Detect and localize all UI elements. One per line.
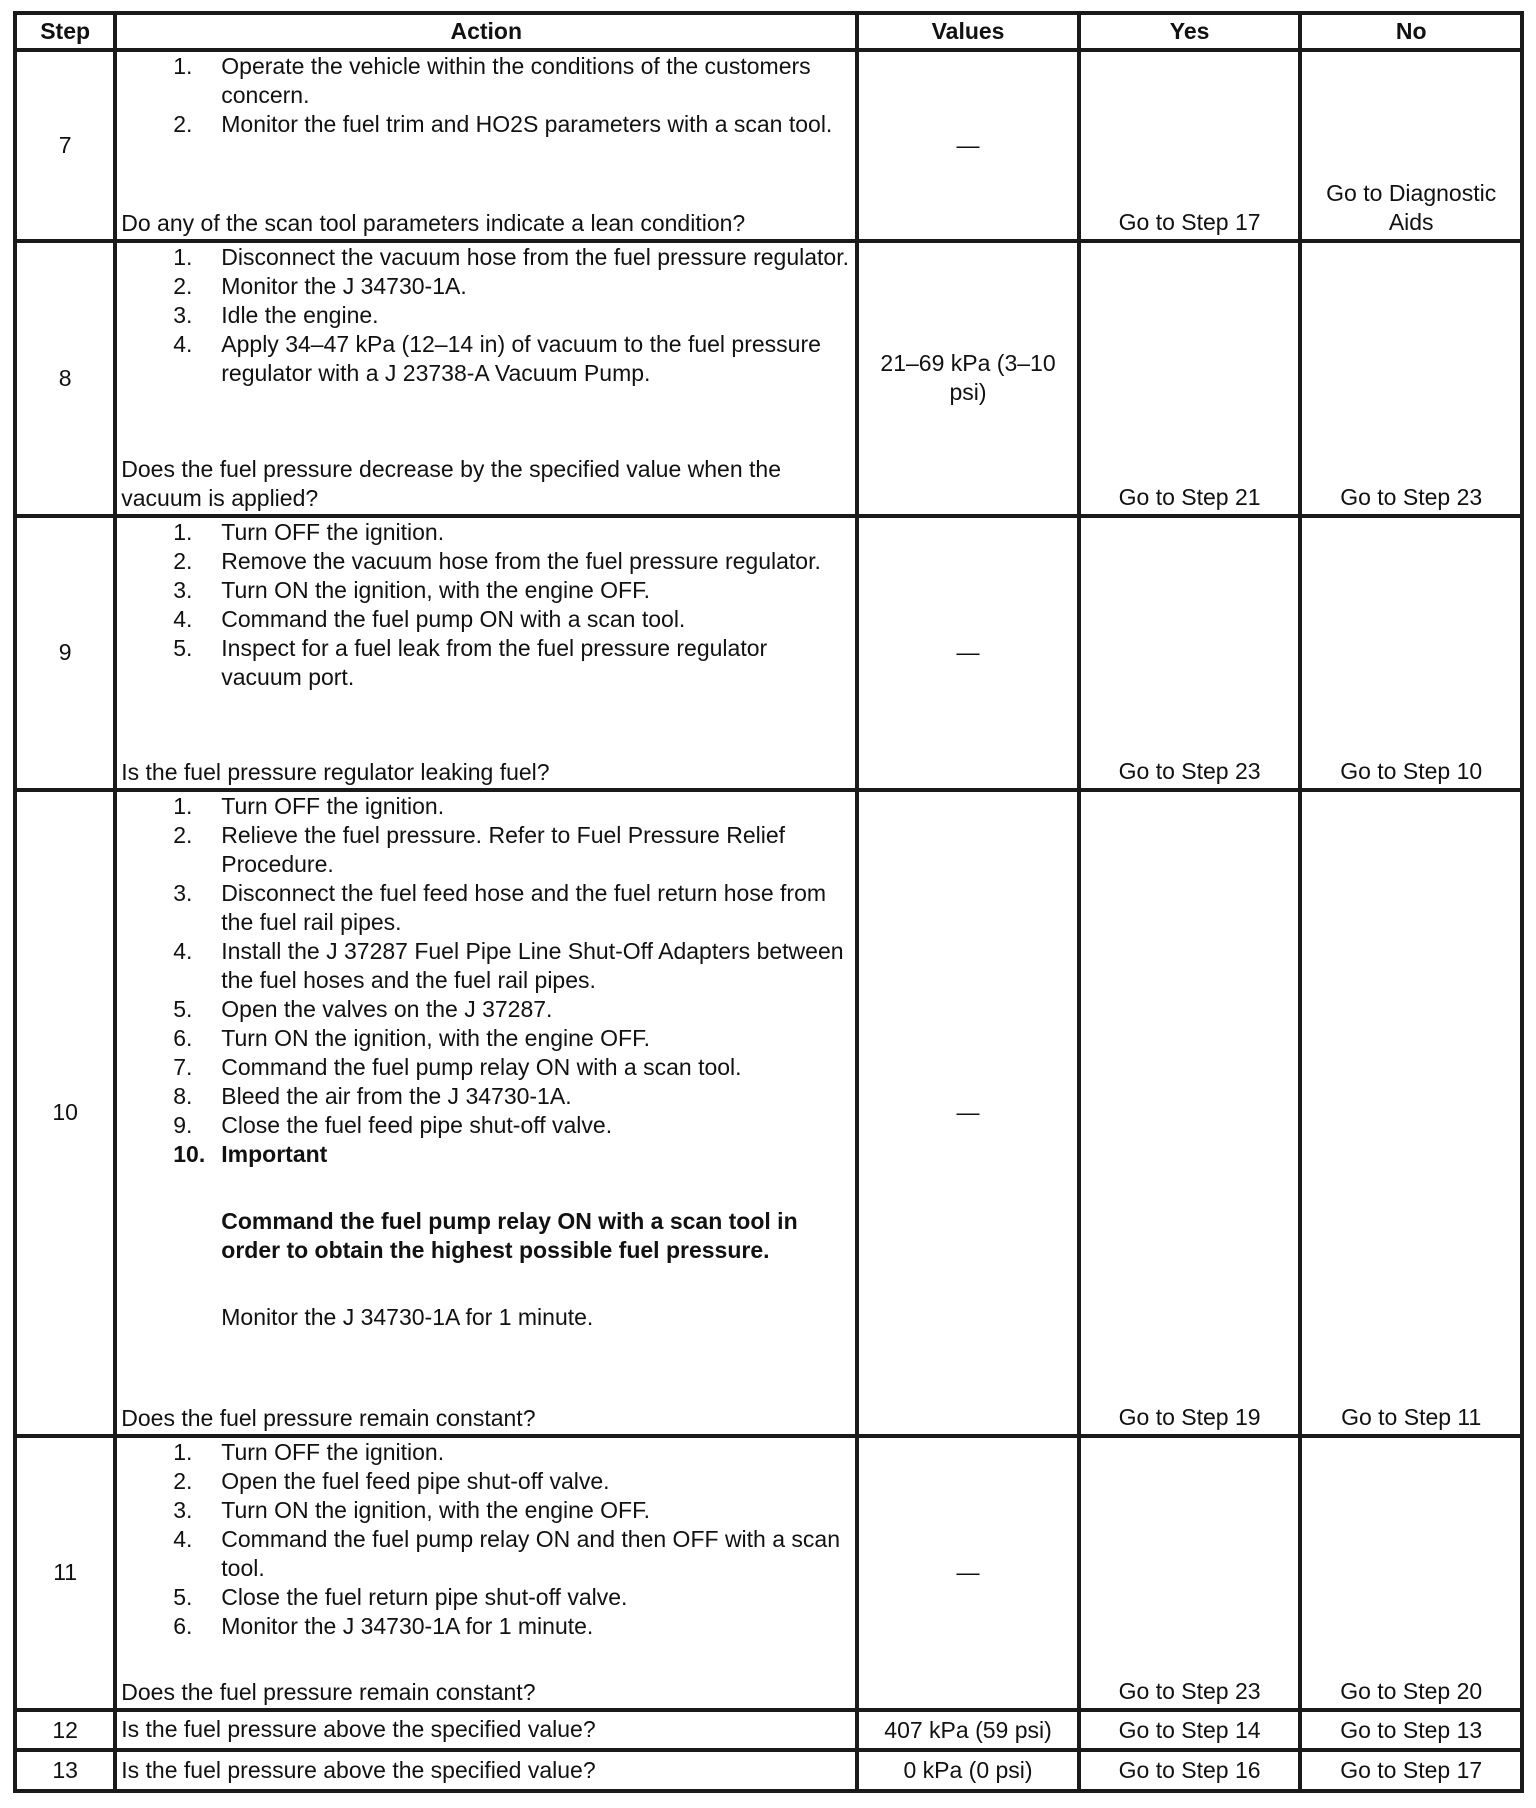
- yes-link: Go to Step 21: [1079, 241, 1301, 515]
- action-step: [173, 330, 851, 388]
- action-step: [173, 1612, 851, 1641]
- action-step-number: 5.: [173, 1583, 193, 1610]
- action-step: [173, 272, 851, 301]
- action-step: [173, 243, 851, 272]
- action-step-text: Command the fuel pump relay ON with a scan tool.: [221, 1054, 742, 1080]
- action-step: [173, 792, 851, 821]
- action-step: [173, 1583, 851, 1612]
- header-yes: Yes: [1079, 13, 1301, 50]
- action-step-number: 2.: [173, 1467, 193, 1494]
- action-step-text: Monitor the J 34730-1A.: [221, 273, 467, 300]
- step-number: 8: [15, 241, 115, 515]
- question-text: Is the fuel pressure above the specified value?: [121, 1716, 596, 1743]
- action-step-text: Command the fuel pump ON with a scan tool.: [221, 605, 686, 632]
- action-step-number: 1.: [173, 244, 193, 271]
- action-cell: [115, 790, 857, 1436]
- action-step-text: Turn ON the ignition, with the engine OFF.: [221, 576, 650, 603]
- action-step-text: Inspect for a fuel leak from the fuel pressure regulator vacuum port.: [221, 634, 768, 690]
- action-content: [121, 1752, 851, 1789]
- action-step-number: 7.: [173, 1054, 193, 1080]
- action-step-number: 3.: [173, 880, 193, 906]
- spacer: [121, 1332, 851, 1404]
- action-step-number: 8.: [173, 1083, 193, 1109]
- no-link: Go to Step 11: [1300, 790, 1522, 1436]
- action-step: [173, 937, 851, 995]
- action-cell: [115, 241, 857, 515]
- action-content: [121, 1438, 851, 1708]
- action-step: [173, 1111, 851, 1140]
- action-step-number: 5.: [173, 634, 193, 661]
- action-content: [121, 1712, 851, 1748]
- header-action: Action: [115, 13, 857, 50]
- action-content: [121, 52, 851, 239]
- question-text: Does the fuel pressure decrease by the specified value when the vacuum is applied?: [121, 455, 781, 511]
- action-content: [121, 243, 851, 513]
- action-step-number: 6.: [173, 1612, 193, 1639]
- step-number: 10: [15, 790, 115, 1436]
- action-step-text: Open the fuel feed pipe shut-off valve.: [221, 1467, 610, 1494]
- value-cell: —: [857, 1436, 1079, 1710]
- action-step-text: Idle the engine.: [221, 302, 379, 329]
- spacer: [121, 139, 851, 209]
- header-row: [15, 13, 1522, 50]
- action-step-number: 2.: [173, 547, 193, 574]
- action-step-number: 1.: [173, 793, 193, 819]
- action-step-text: Close the fuel return pipe shut-off valve.: [221, 1583, 628, 1610]
- action-step-number: 4.: [173, 1525, 193, 1552]
- action-step: [173, 518, 851, 547]
- question-text: Is the fuel pressure above the specified value?: [121, 1756, 596, 1783]
- table-row: [15, 516, 1522, 790]
- header-step: Step: [15, 13, 115, 50]
- step-number: 13: [15, 1750, 115, 1791]
- action-step-number: 6.: [173, 1025, 193, 1051]
- question-text: Do any of the scan tool parameters indicate a lean condition?: [121, 210, 746, 237]
- action-steps-list: [121, 243, 851, 388]
- action-step: [173, 821, 851, 879]
- action-step: [173, 301, 851, 330]
- action-step-text: Monitor the J 34730-1A for 1 minute.: [221, 1612, 594, 1639]
- action-content: [121, 792, 851, 1434]
- action-step-text: Turn OFF the ignition.: [221, 793, 445, 819]
- action-step: [173, 110, 851, 139]
- action-step-text: Bleed the air from the J 34730-1A.: [221, 1083, 572, 1109]
- step-number: 7: [15, 50, 115, 241]
- value-cell: —: [857, 50, 1079, 241]
- no-link: Go to Step 10: [1300, 516, 1522, 790]
- action-step: [173, 547, 851, 576]
- action-step-number: 4.: [173, 605, 193, 632]
- action-step-text: Remove the vacuum hose from the fuel pressure regulator.: [221, 547, 821, 574]
- table-row: [15, 1750, 1522, 1791]
- action-step: [173, 634, 851, 692]
- no-link: Go to Step 23: [1300, 241, 1522, 515]
- important-title: Important: [221, 1141, 328, 1167]
- step-number: 9: [15, 516, 115, 790]
- action-content: [121, 518, 851, 788]
- no-link: Go to Step 17: [1300, 1750, 1522, 1791]
- action-step-text: Command the fuel pump relay ON and then OFF with a scan tool.: [221, 1525, 840, 1581]
- action-step-text: Disconnect the vacuum hose from the fuel pressure regulator.: [221, 244, 849, 271]
- action-step: [173, 576, 851, 605]
- action-step-number: 5.: [173, 996, 193, 1022]
- action-step-number: 2.: [173, 822, 193, 848]
- action-step-text: Install the J 37287 Fuel Pipe Line Shut-Off Adapters between the fuel hoses and the fuel rail pipes.: [221, 938, 844, 993]
- action-step: [173, 995, 851, 1024]
- spacer: [121, 1641, 851, 1678]
- value-cell: —: [857, 516, 1079, 790]
- action-step: [173, 1438, 851, 1467]
- yes-link: Go to Step 14: [1079, 1710, 1301, 1750]
- table-row: [15, 50, 1522, 241]
- action-step-number: 2.: [173, 273, 193, 300]
- action-step-number: 4.: [173, 331, 193, 358]
- spacer: [121, 388, 851, 454]
- action-cell: [115, 50, 857, 241]
- action-step: [173, 1024, 851, 1053]
- header-values: Values: [857, 13, 1079, 50]
- action-cell: [115, 1710, 857, 1750]
- spacer: [121, 692, 851, 758]
- action-step-text: Turn ON the ignition, with the engine OFF.: [221, 1496, 650, 1523]
- action-step-text: Close the fuel feed pipe shut-off valve.: [221, 1112, 613, 1138]
- action-step: [173, 1525, 851, 1583]
- action-steps-list: [121, 792, 851, 1332]
- action-step: [173, 1467, 851, 1496]
- action-step-text: Apply 34–47 kPa (12–14 in) of vacuum to the fuel pressure regulator with a J 23738-A Vacuum Pump.: [221, 331, 821, 387]
- table-row: [15, 1436, 1522, 1710]
- yes-link: Go to Step 17: [1079, 50, 1301, 241]
- action-step-number: 4.: [173, 938, 193, 964]
- action-steps-list: [121, 518, 851, 692]
- yes-link: Go to Step 23: [1079, 1436, 1301, 1710]
- header-no: No: [1300, 13, 1522, 50]
- action-step-number: 1.: [173, 518, 193, 545]
- table-row: [15, 1710, 1522, 1750]
- value-cell: 0 kPa (0 psi): [857, 1750, 1079, 1791]
- value-cell: —: [857, 790, 1079, 1436]
- table-body: [15, 50, 1522, 1791]
- action-step-number: 1.: [173, 53, 193, 79]
- table-row: [15, 241, 1522, 515]
- action-step: [173, 52, 851, 110]
- table-row: [15, 790, 1522, 1436]
- action-step-important: [173, 1140, 851, 1332]
- action-cell: [115, 1750, 857, 1791]
- action-step-text: Open the valves on the J 37287.: [221, 996, 553, 1022]
- question-text: Is the fuel pressure regulator leaking fuel?: [121, 759, 550, 785]
- value-cell: 407 kPa (59 psi): [857, 1710, 1079, 1750]
- action-steps-list: [121, 52, 851, 139]
- action-step-number: 1.: [173, 1438, 193, 1465]
- action-step-text: Operate the vehicle within the conditions of the customers concern.: [221, 53, 811, 108]
- action-step: [173, 605, 851, 634]
- action-steps-list: [121, 1438, 851, 1641]
- action-step-number: 9.: [173, 1112, 193, 1138]
- no-link: Go to Diagnostic Aids: [1300, 50, 1522, 241]
- action-cell: [115, 1436, 857, 1710]
- step-number: 11: [15, 1436, 115, 1710]
- question-text: Does the fuel pressure remain constant?: [121, 1404, 536, 1431]
- no-link: Go to Step 20: [1300, 1436, 1522, 1710]
- action-step-number: 3.: [173, 1496, 193, 1523]
- action-cell: [115, 516, 857, 790]
- action-step-text: Turn OFF the ignition.: [221, 518, 445, 545]
- action-step-text: Turn OFF the ignition.: [221, 1438, 445, 1465]
- action-step: [173, 1053, 851, 1082]
- yes-link: Go to Step 19: [1079, 790, 1301, 1436]
- yes-link: Go to Step 23: [1079, 516, 1301, 790]
- question-text: Does the fuel pressure remain constant?: [121, 1678, 536, 1705]
- action-step: [173, 879, 851, 937]
- no-link: Go to Step 13: [1300, 1710, 1522, 1750]
- action-step: [173, 1082, 851, 1111]
- important-note: Command the fuel pump relay ON with a scan tool in order to obtain the highest possible fuel pressure.: [221, 1208, 798, 1263]
- diagnostic-table: [13, 11, 1524, 1793]
- action-step-number: 10.: [173, 1141, 206, 1167]
- action-step-text: Turn ON the ignition, with the engine OFF.: [221, 1025, 650, 1051]
- yes-link: Go to Step 16: [1079, 1750, 1301, 1791]
- action-step-number: 3.: [173, 576, 193, 603]
- action-step-number: 2.: [173, 111, 193, 137]
- important-monitor-text: Monitor the J 34730-1A for 1 minute.: [221, 1304, 594, 1330]
- action-step: [173, 1496, 851, 1525]
- value-cell: 21–69 kPa (3–10 psi): [857, 241, 1079, 515]
- action-step-number: 3.: [173, 302, 193, 329]
- action-step-text: Disconnect the fuel feed hose and the fuel return hose from the fuel rail pipes.: [221, 880, 827, 935]
- step-number: 12: [15, 1710, 115, 1750]
- action-step-text: Monitor the fuel trim and HO2S parameters with a scan tool.: [221, 111, 833, 137]
- action-step-text: Relieve the fuel pressure. Refer to Fuel Pressure Relief Procedure.: [221, 822, 786, 877]
